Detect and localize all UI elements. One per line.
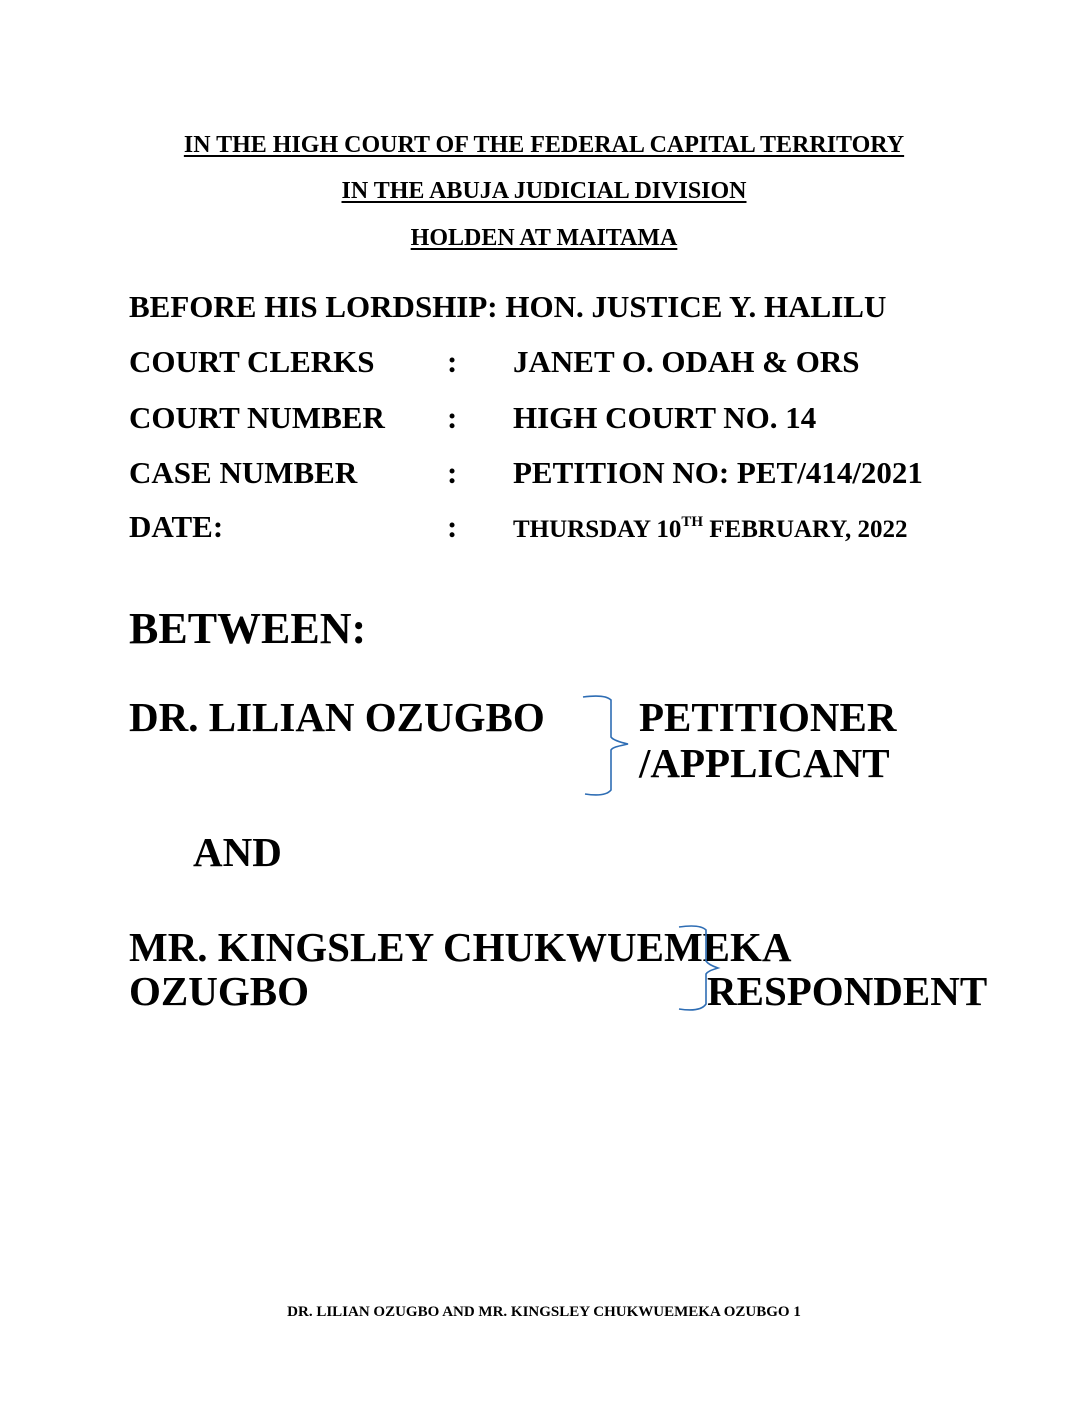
before-judge-line: BEFORE HIS LORDSHIP: HON. JUSTICE Y. HALILU	[129, 289, 887, 324]
court-number-label: COURT NUMBER	[129, 400, 385, 435]
court-clerks-colon: :	[447, 344, 458, 379]
date-label: DATE:	[129, 509, 224, 544]
date-value-month-year: FEBRUARY, 2022	[703, 516, 908, 543]
petitioner-name: DR. LILIAN OZUGBO	[129, 694, 545, 740]
case-number-colon: :	[447, 455, 458, 490]
court-location	[0, 224, 1088, 252]
court-clerks-value: JANET O. ODAH & ORS	[513, 344, 860, 379]
respondent-name-line1: MR. KINGSLEY CHUKWUEMEKA	[129, 924, 792, 970]
date-colon: :	[447, 509, 458, 544]
court-location-text: HOLDEN AT MAITAMA	[410, 225, 678, 251]
court-title	[0, 131, 1088, 159]
date-value-ordinal: TH	[681, 514, 704, 530]
petitioner-brace-path	[583, 696, 628, 795]
court-clerks-label: COURT CLERKS	[129, 344, 375, 379]
petitioner-role-line1: PETITIONER	[639, 694, 897, 740]
judicial-division	[0, 177, 1088, 205]
respondent-name-line2: OZUGBO	[129, 968, 309, 1014]
date-value	[513, 512, 907, 548]
court-title-text: IN THE HIGH COURT OF THE FEDERAL CAPITAL TERRITORY	[183, 132, 905, 158]
case-number-label: CASE NUMBER	[129, 455, 358, 490]
respondent-role: RESPONDENT	[707, 968, 988, 1014]
court-number-value: HIGH COURT NO. 14	[513, 400, 817, 435]
between-heading: BETWEEN:	[129, 604, 367, 653]
petitioner-brace-icon	[580, 694, 630, 798]
and-separator: AND	[193, 829, 282, 875]
date-value-day: THURSDAY 10	[513, 516, 682, 543]
case-number-value: PETITION NO: PET/414/2021	[513, 455, 923, 490]
court-number-colon: :	[447, 400, 458, 435]
judicial-division-text: IN THE ABUJA JUDICIAL DIVISION	[341, 178, 747, 204]
petitioner-role-line2: /APPLICANT	[639, 740, 890, 786]
page-footer: DR. LILIAN OZUGBO AND MR. KINGSLEY CHUKWUEMEKA OZUBGO 1	[287, 1304, 801, 1320]
